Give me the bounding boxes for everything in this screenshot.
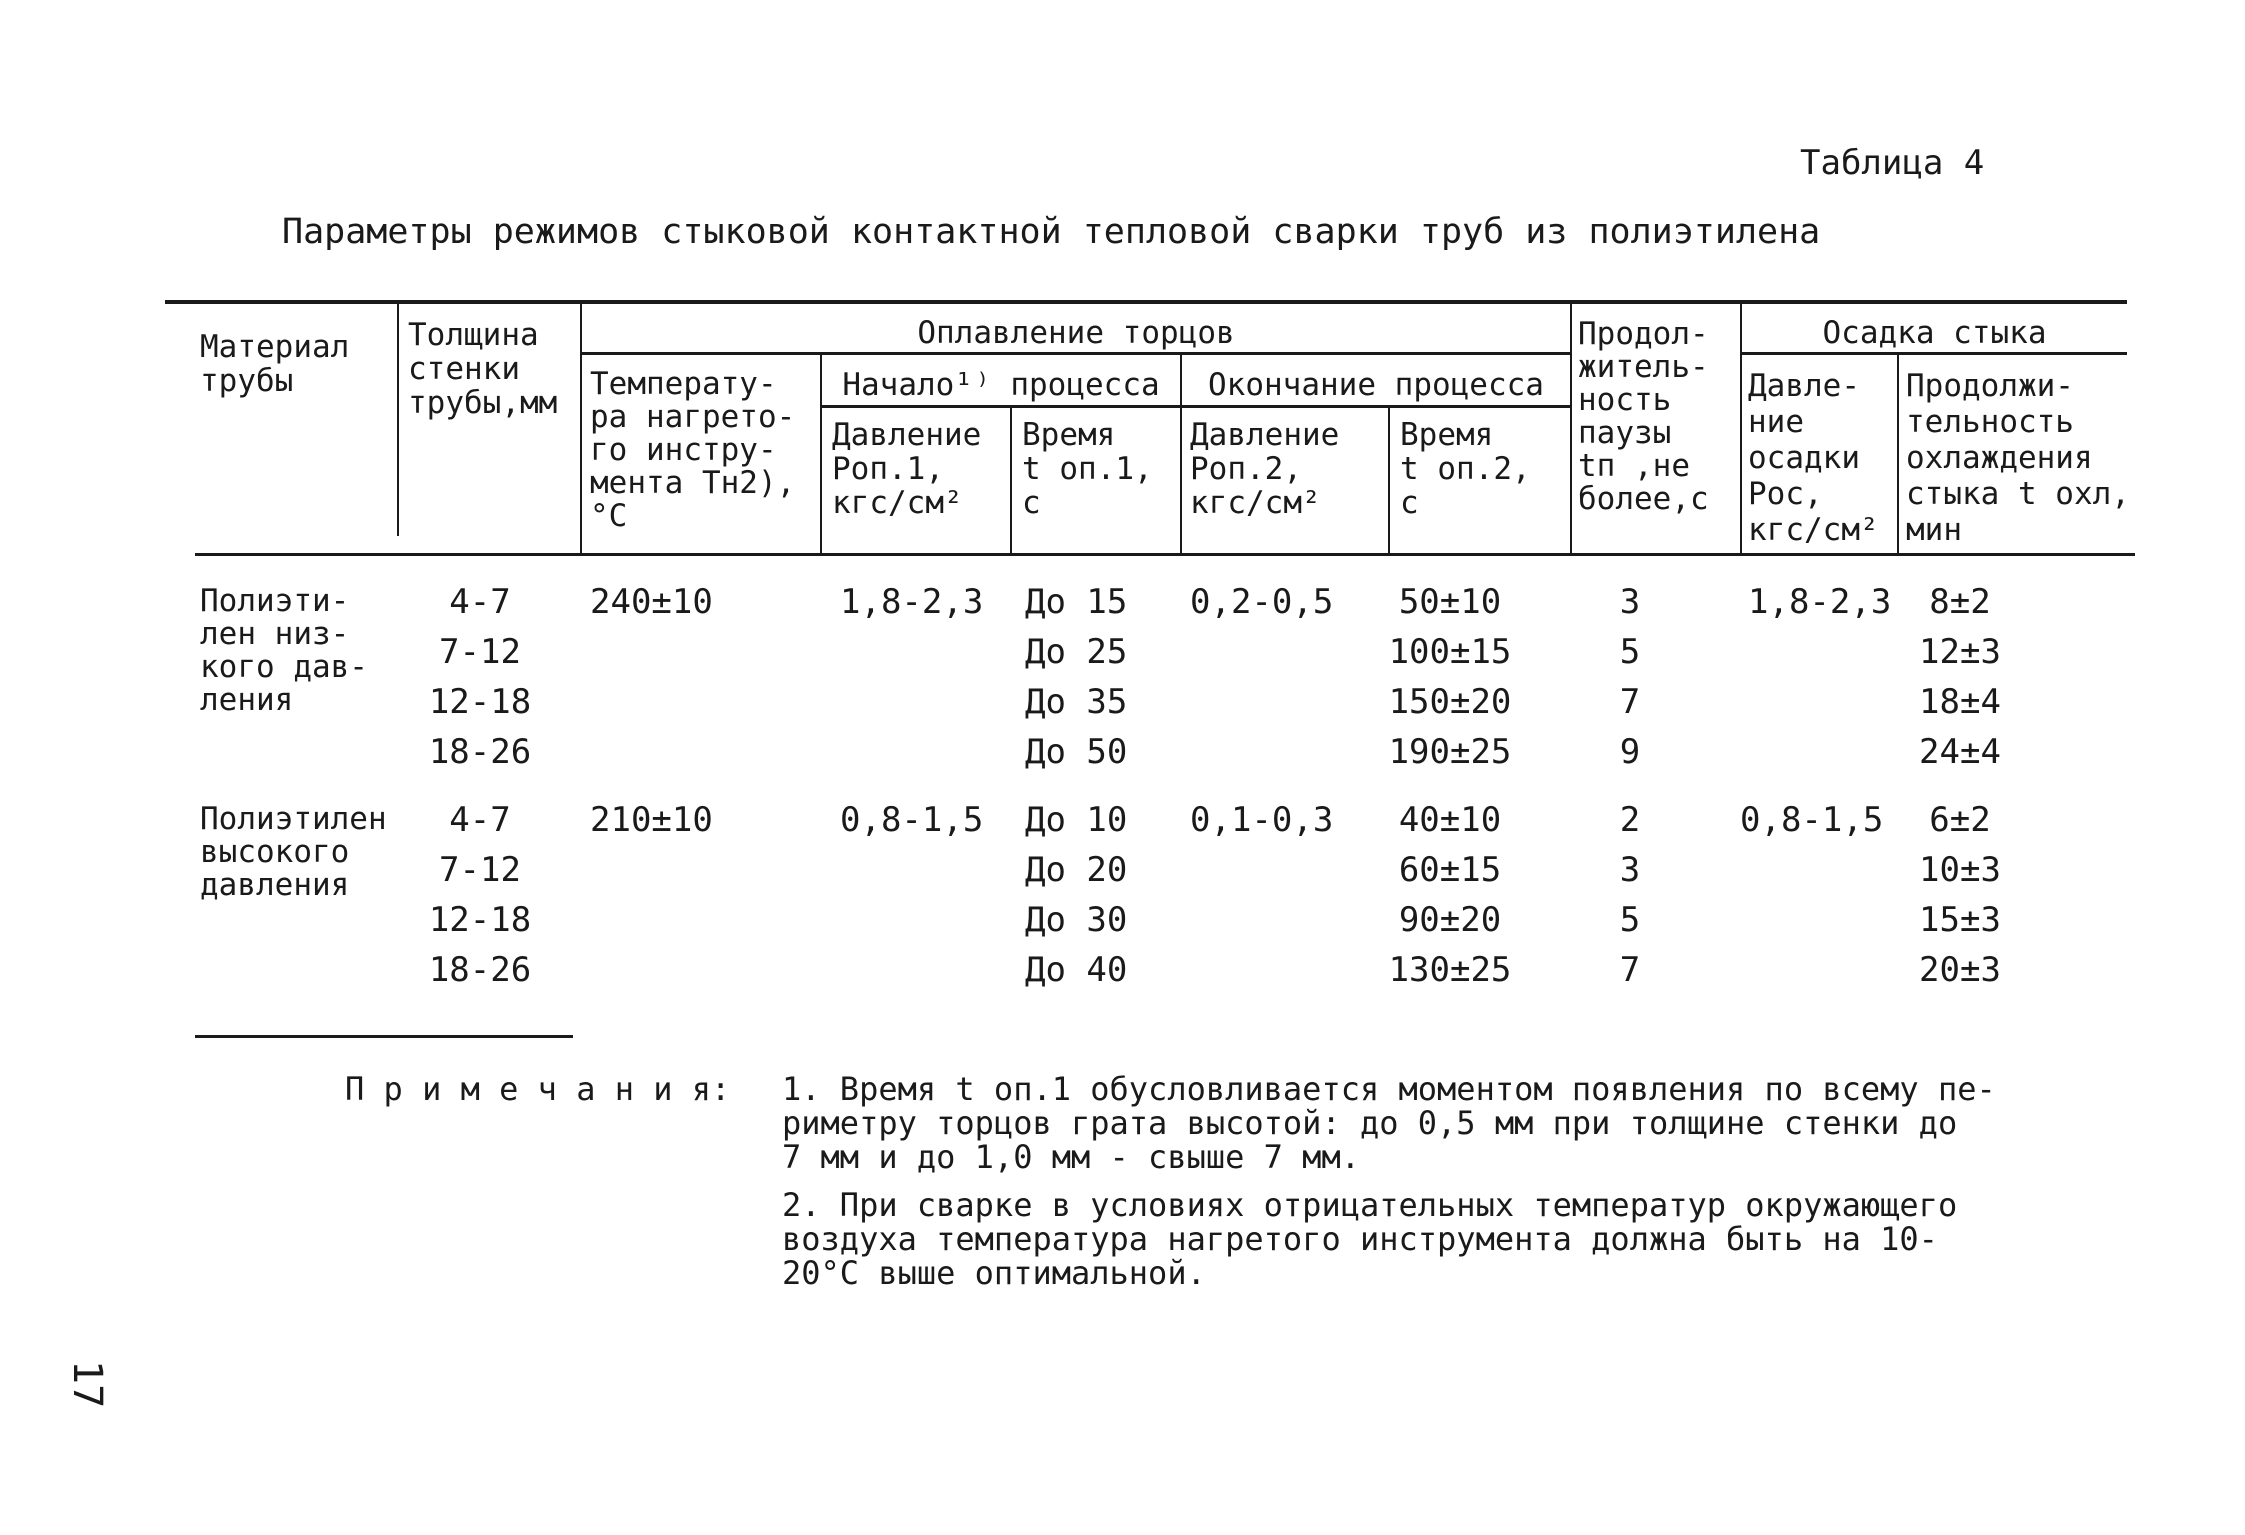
header-start-time: Время t оп.1, с: [1022, 417, 1153, 521]
table-header-bottom-rule: [195, 553, 2135, 556]
pause-cell: 5: [1619, 632, 1641, 672]
cooling-cell: 10±3: [1919, 850, 2001, 890]
cooling-cell: 18±4: [1919, 682, 2001, 722]
start-time-cell: До 40: [1025, 950, 1128, 990]
pause-cell: 9: [1619, 732, 1641, 772]
start-time-cell: До 25: [1025, 632, 1128, 672]
header-end-time: Время t оп.2, с: [1400, 417, 1531, 521]
pause-cell: 3: [1619, 850, 1641, 890]
end-time-cell: 150±20: [1388, 682, 1512, 722]
melting-subheader-rule: [582, 352, 1570, 355]
header-temperature: Температу- ра нагрето- го инстру- мента Tн2), °C: [590, 366, 796, 534]
pause-cell: 2: [1619, 800, 1641, 840]
start-end-subheader-rule: [822, 405, 1570, 408]
header-start-pressure: Давление Pоп.1, кгс/см²: [832, 417, 982, 521]
start-pressure-cell: 0,8-1,5: [840, 800, 984, 840]
thickness-cell: 12-18: [428, 900, 532, 940]
material-cell: Полиэти- лен низ- кого дав- ления: [200, 583, 368, 718]
notes-label: П р и м е ч а н и я:: [345, 1070, 731, 1108]
thickness-cell: 7-12: [439, 632, 521, 672]
col-divider-4: [1010, 405, 1012, 553]
end-time-cell: 50±10: [1398, 582, 1502, 622]
cooling-cell: 15±3: [1919, 900, 2001, 940]
col-divider-9: [1897, 352, 1899, 553]
end-time-cell: 60±15: [1398, 850, 1502, 890]
header-melting: Оплавление торцов: [917, 315, 1235, 351]
header-upset: Осадка стыка: [1822, 315, 2047, 351]
pause-cell: 7: [1619, 950, 1641, 990]
upset-subheader-rule: [1742, 352, 2127, 355]
header-material: Материал трубы: [200, 329, 350, 399]
cooling-cell: 6±2: [1929, 800, 1991, 840]
end-time-cell: 130±25: [1388, 950, 1512, 990]
end-time-cell: 40±10: [1398, 800, 1502, 840]
cooling-cell: 24±4: [1919, 732, 2001, 772]
header-cooling: Продолжи- тельность охлаждения стыка t охл, мин: [1906, 368, 2130, 548]
table-label: Таблица 4: [1800, 143, 1985, 183]
cooling-cell: 12±3: [1919, 632, 2001, 672]
cooling-cell: 8±2: [1929, 582, 1991, 622]
end-time-cell: 90±20: [1398, 900, 1502, 940]
col-divider-7: [1570, 300, 1572, 553]
thickness-cell: 4-7: [449, 582, 511, 622]
pause-cell: 5: [1619, 900, 1641, 940]
material-cell: Полиэтилен высокого давления: [200, 801, 387, 903]
start-time-cell: До 15: [1025, 582, 1128, 622]
start-time-cell: До 35: [1025, 682, 1128, 722]
temperature-cell: 240±10: [590, 582, 713, 622]
note-1: 1. Время t оп.1 обусловливается моментом появления по всему пе- риметру торцов грата высотой: до 0,5 мм при толщине стенки до 7 мм и до 1,0 мм - свыше 7 мм.: [782, 1070, 1996, 1176]
temperature-cell: 210±10: [590, 800, 713, 840]
start-time-cell: До 20: [1025, 850, 1128, 890]
upset-pressure-cell: 0,8-1,5: [1740, 800, 1884, 840]
start-time-cell: До 30: [1025, 900, 1128, 940]
note-2: 2. При сварке в условиях отрицательных температур окружающего воздуха температура нагретого инструмента должна быть на 10- 20°C выше оптимальной.: [782, 1186, 1958, 1292]
header-upset-pressure: Давле- ние осадки Pос, кгс/см²: [1748, 368, 1879, 548]
start-time-cell: До 50: [1025, 732, 1128, 772]
thickness-cell: 12-18: [428, 682, 532, 722]
header-end-pressure: Давление Pоп.2, кгс/см²: [1190, 417, 1340, 521]
table-top-rule: [165, 300, 2127, 304]
pause-cell: 3: [1619, 582, 1641, 622]
start-time-cell: До 10: [1025, 800, 1128, 840]
col-divider-1: [397, 300, 399, 536]
thickness-cell: 7-12: [439, 850, 521, 890]
upset-pressure-cell: 1,8-2,3: [1748, 582, 1892, 622]
table-end-rule: [195, 1035, 573, 1038]
page-number: 17: [64, 1360, 110, 1409]
header-end-process: Окончание процесса: [1208, 367, 1544, 403]
end-pressure-cell: 0,1-0,3: [1190, 800, 1334, 840]
end-time-cell: 100±15: [1388, 632, 1512, 672]
thickness-cell: 18-26: [428, 950, 532, 990]
start-pressure-cell: 1,8-2,3: [840, 582, 984, 622]
cooling-cell: 20±3: [1919, 950, 2001, 990]
header-thickness: Толщина стенки трубы,мм: [408, 317, 558, 421]
header-pause: Продол- житель- ность паузы tп ,не более,с: [1578, 316, 1709, 517]
end-time-cell: 190±25: [1388, 732, 1512, 772]
end-pressure-cell: 0,2-0,5: [1190, 582, 1334, 622]
col-divider-6: [1388, 405, 1390, 553]
thickness-cell: 4-7: [449, 800, 511, 840]
header-start-process: Начало¹⁾ процесса: [842, 367, 1160, 403]
document-title: Параметры режимов стыковой контактной тепловой сварки труб из полиэтилена: [282, 212, 1821, 252]
pause-cell: 7: [1619, 682, 1641, 722]
thickness-cell: 18-26: [428, 732, 532, 772]
